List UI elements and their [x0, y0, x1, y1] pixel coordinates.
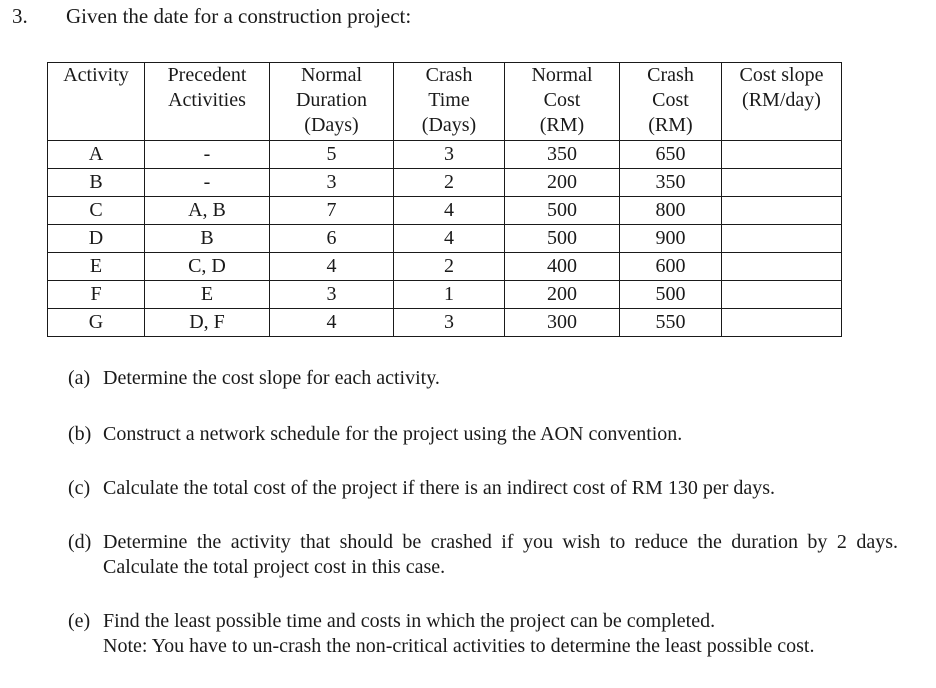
part-c-label: (c)	[68, 477, 91, 499]
cell-activity: D	[48, 225, 145, 253]
cell-crash-cost: 550	[620, 309, 722, 337]
cell-normal-cost: 300	[505, 309, 620, 337]
cell-normal-duration: 5	[270, 141, 394, 169]
header-precedent-activities: Precedent Activities	[145, 63, 270, 141]
part-a	[68, 366, 898, 391]
part-e	[68, 609, 898, 659]
part-e-text: Find the least possible time and costs in which the project can be completed.	[103, 610, 716, 632]
table-row	[48, 141, 842, 169]
cell-crash-cost: 800	[620, 197, 722, 225]
header-normal-duration: Normal Duration (Days)	[270, 63, 394, 141]
table-row	[48, 169, 842, 197]
cell-precedent: -	[145, 141, 270, 169]
cell-normal-duration: 7	[270, 197, 394, 225]
cell-crash-time: 2	[394, 253, 505, 281]
part-d	[68, 530, 898, 580]
header-activity: Activity	[48, 63, 145, 141]
header-normal-cost: Normal Cost (RM)	[505, 63, 620, 141]
cell-normal-cost: 350	[505, 141, 620, 169]
header-crash-cost: Crash Cost (RM)	[620, 63, 722, 141]
table-body	[48, 141, 842, 337]
table-row	[48, 197, 842, 225]
part-e-note: Note: You have to un-crash the non-critical activities to determine the least possible cost.	[103, 635, 815, 657]
question-intro: Given the date for a construction project:	[66, 4, 412, 28]
cell-cost-slope	[722, 225, 842, 253]
part-a-text: Determine the cost slope for each activity.	[103, 367, 440, 389]
part-b-label: (b)	[68, 423, 92, 445]
cell-precedent: D, F	[145, 309, 270, 337]
cell-activity: G	[48, 309, 145, 337]
project-data-table	[47, 62, 842, 337]
part-e-label: (e)	[68, 610, 91, 632]
cell-precedent: -	[145, 169, 270, 197]
cell-normal-cost: 500	[505, 197, 620, 225]
cell-crash-time: 4	[394, 197, 505, 225]
cell-precedent: C, D	[145, 253, 270, 281]
header-cost-slope: Cost slope (RM/day)	[722, 63, 842, 141]
cell-normal-duration: 4	[270, 309, 394, 337]
cell-normal-duration: 3	[270, 169, 394, 197]
cell-cost-slope	[722, 197, 842, 225]
cell-crash-time: 2	[394, 169, 505, 197]
cell-crash-cost: 350	[620, 169, 722, 197]
table-row	[48, 225, 842, 253]
part-b-text: Construct a network schedule for the project using the AON convention.	[103, 423, 683, 445]
cell-normal-cost: 500	[505, 225, 620, 253]
cell-cost-slope	[722, 309, 842, 337]
cell-activity: E	[48, 253, 145, 281]
cell-activity: B	[48, 169, 145, 197]
table-row	[48, 253, 842, 281]
header-crash-time: Crash Time (Days)	[394, 63, 505, 141]
table-row	[48, 309, 842, 337]
part-c-text: Calculate the total cost of the project if there is an indirect cost of RM 130 per days.	[103, 477, 776, 499]
cell-activity: C	[48, 197, 145, 225]
cell-normal-cost: 400	[505, 253, 620, 281]
question-number: 3.	[12, 4, 28, 28]
part-b	[68, 422, 898, 447]
cell-normal-duration: 6	[270, 225, 394, 253]
cell-precedent: B	[145, 225, 270, 253]
cell-cost-slope	[722, 281, 842, 309]
part-d-label: (d)	[68, 531, 92, 553]
part-a-label: (a)	[68, 367, 91, 389]
cell-cost-slope	[722, 169, 842, 197]
cell-crash-time: 4	[394, 225, 505, 253]
part-c	[68, 476, 898, 501]
cell-crash-cost: 600	[620, 253, 722, 281]
cell-activity: F	[48, 281, 145, 309]
cell-crash-cost: 900	[620, 225, 722, 253]
table-header-row	[48, 63, 842, 141]
cell-crash-cost: 500	[620, 281, 722, 309]
cell-cost-slope	[722, 141, 842, 169]
table-row	[48, 281, 842, 309]
cell-normal-duration: 3	[270, 281, 394, 309]
cell-normal-cost: 200	[505, 281, 620, 309]
cell-normal-cost: 200	[505, 169, 620, 197]
cell-precedent: A, B	[145, 197, 270, 225]
cell-crash-cost: 650	[620, 141, 722, 169]
cell-cost-slope	[722, 253, 842, 281]
cell-crash-time: 1	[394, 281, 505, 309]
cell-crash-time: 3	[394, 141, 505, 169]
part-d-text: Determine the activity that should be crashed if you wish to reduce the duration by 2 days. Calculate the total project cost in this case.	[103, 531, 898, 578]
cell-crash-time: 3	[394, 309, 505, 337]
cell-precedent: E	[145, 281, 270, 309]
cell-activity: A	[48, 141, 145, 169]
cell-normal-duration: 4	[270, 253, 394, 281]
